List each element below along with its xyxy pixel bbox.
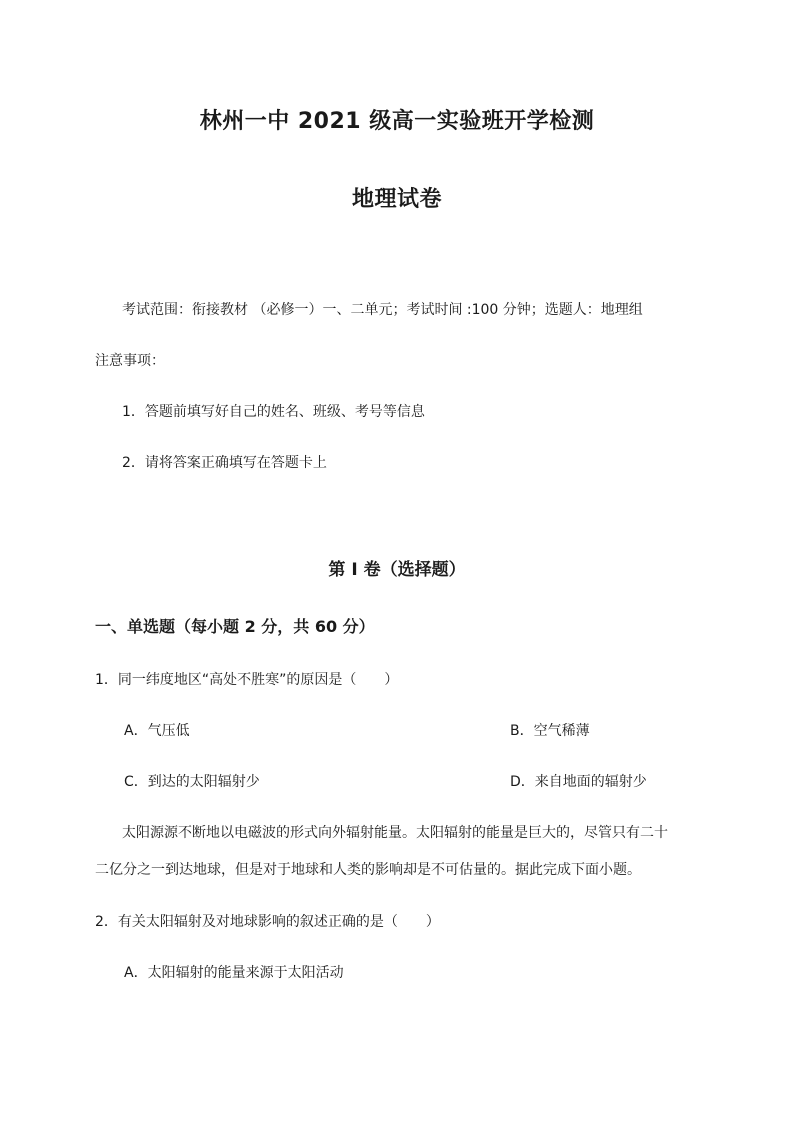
option-a: A．太阳辐射的能量来源于太阳活动 [124, 965, 344, 981]
page-title: 林州一中 2021 级高一实验班开学检测 [199, 109, 595, 134]
option-a: A．气压低 [124, 723, 190, 739]
option-c: C．到达的太阳辐射少 [124, 774, 260, 790]
section-title: 第 I 卷（选择题） [328, 560, 466, 580]
question-stem: 1．同一纬度地区“高处不胜寒”的原因是（ ） [95, 672, 399, 688]
option-b: B．空气稀薄 [510, 723, 590, 739]
part-heading: 一、单选题（每小题 2 分，共 60 分） [95, 617, 375, 636]
note-item: 2．请将答案正确填写在答题卡上 [122, 455, 327, 471]
exam-info: 考试范围：衔接教材 （必修一）一、二单元；考试时间 :100 分钟；选题人：地理组 [122, 302, 643, 318]
passage-line-1: 太阳源源不断地以电磁波的形式向外辐射能量。太阳辐射的能量是巨大的，尽管只有二十 [122, 825, 668, 841]
notes-heading: 注意事项： [95, 353, 165, 369]
question-stem: 2．有关太阳辐射及对地球影响的叙述正确的是（ ） [95, 914, 440, 930]
passage-line-2: 二亿分之一到达地球，但是对于地球和人类的影响却是不可估量的。据此完成下面小题。 [95, 862, 641, 878]
note-item: 1．答题前填写好自己的姓名、班级、考号等信息 [122, 404, 425, 420]
option-d: D．来自地面的辐射少 [510, 774, 647, 790]
page-subtitle: 地理试卷 [351, 187, 442, 212]
